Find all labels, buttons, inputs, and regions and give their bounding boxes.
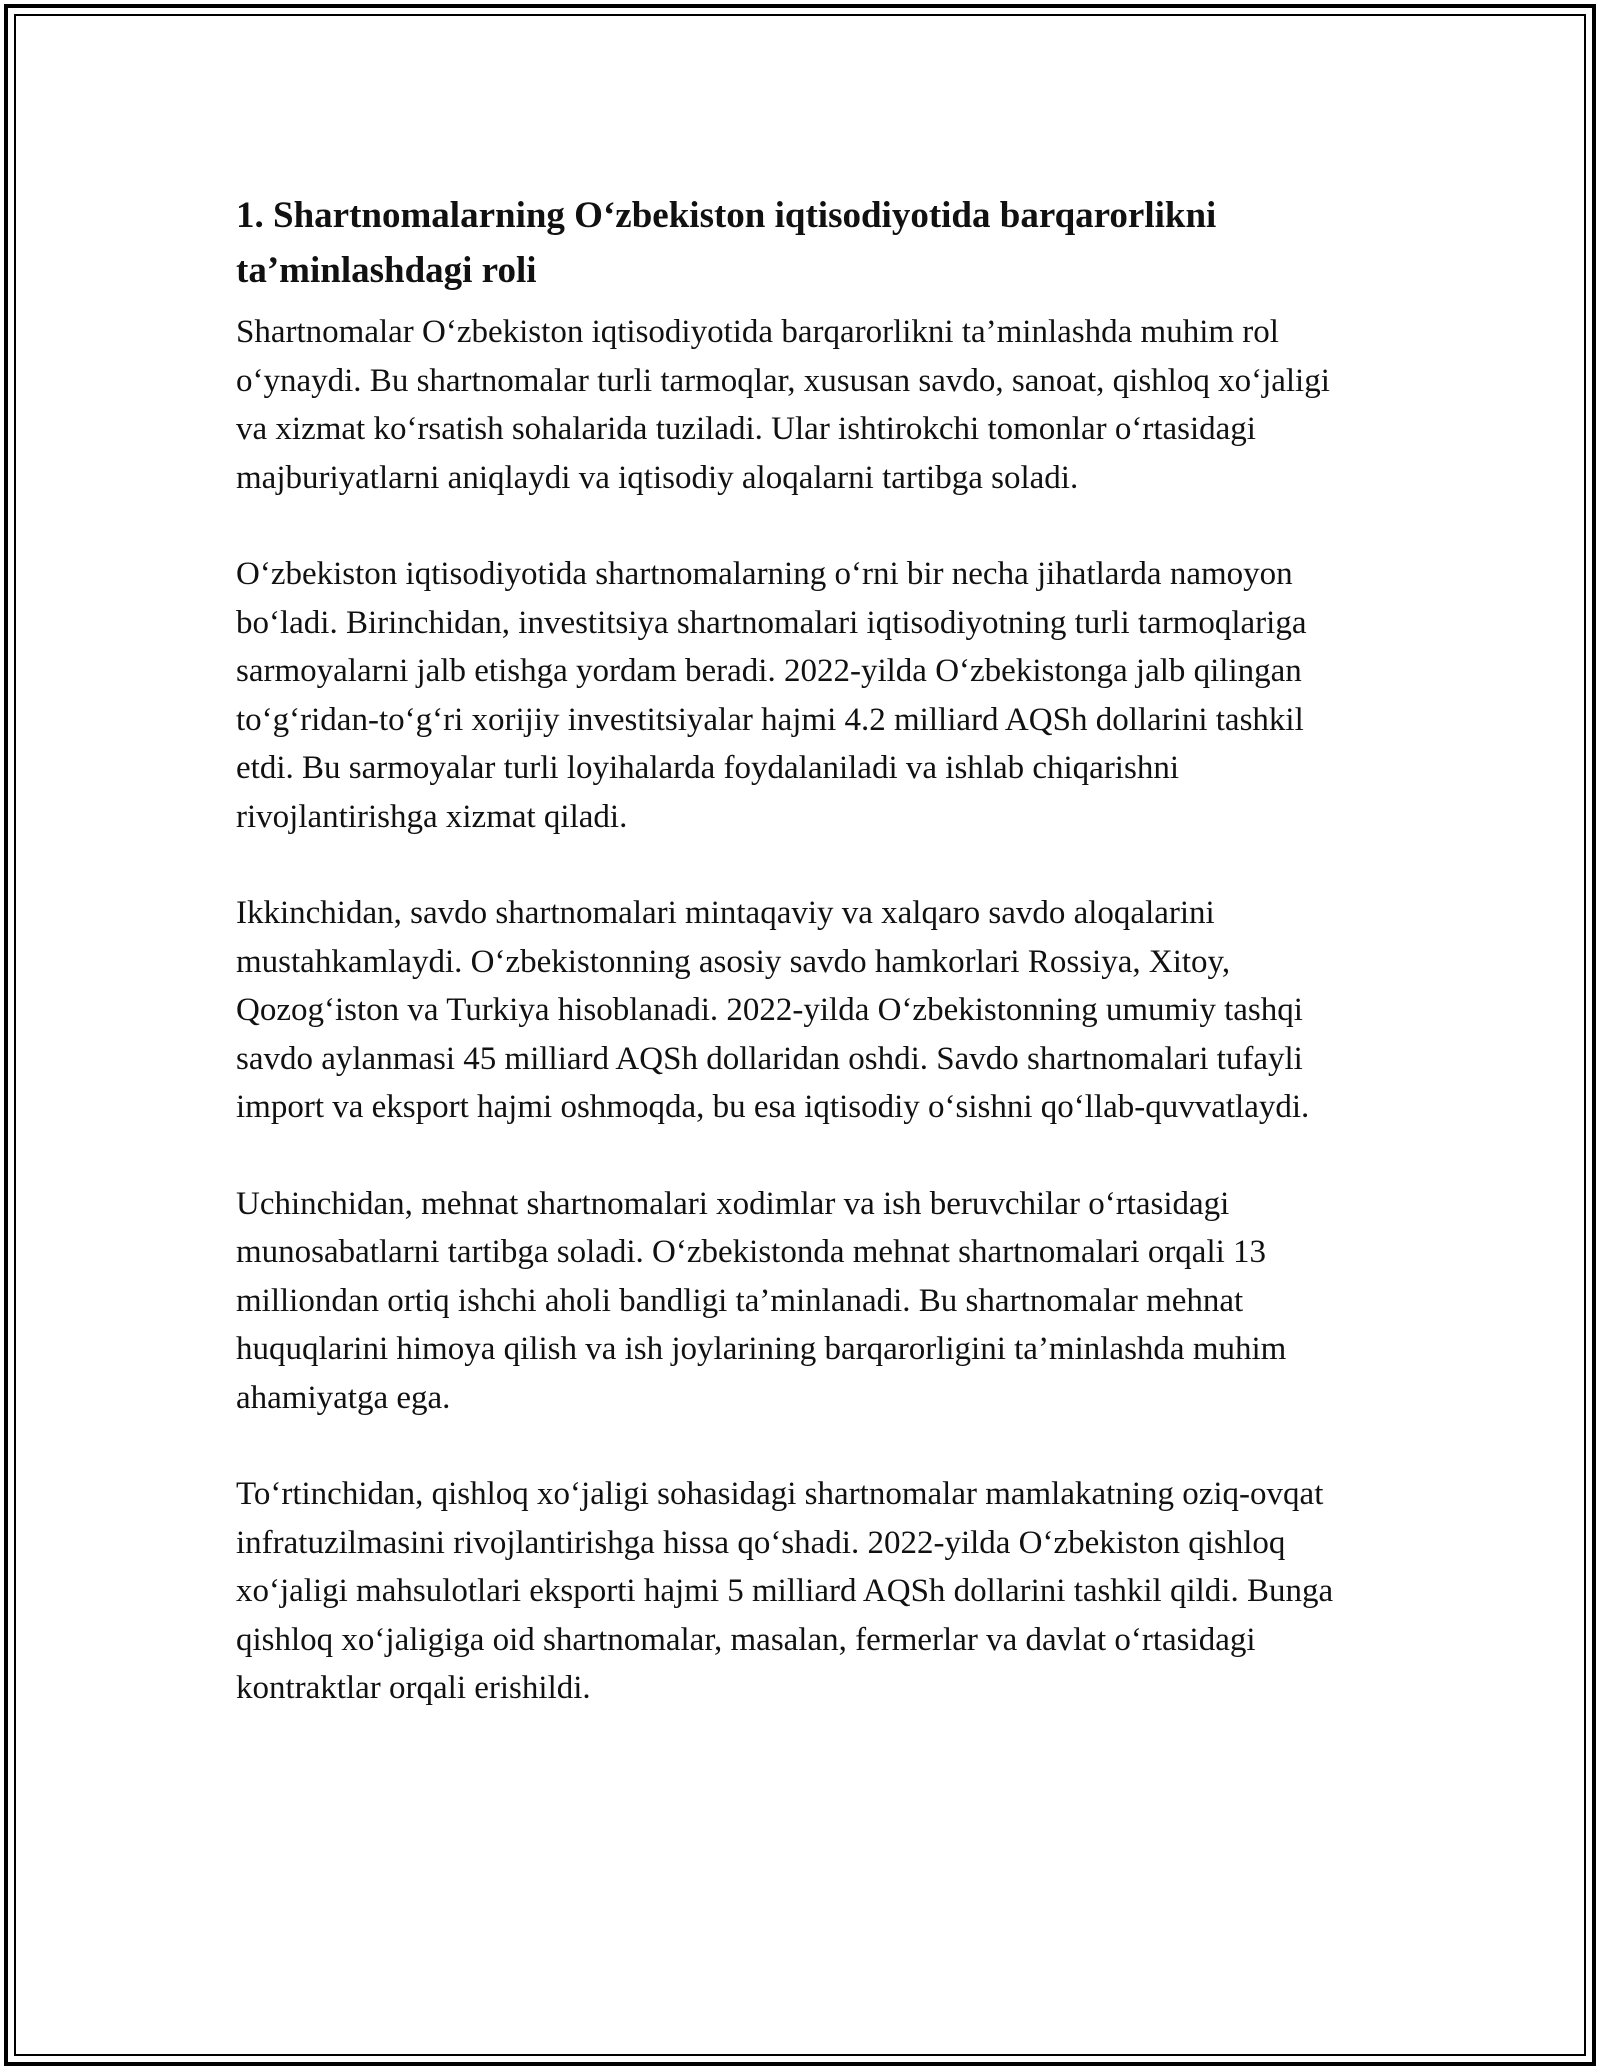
section-heading: 1. Shartnomalarning O‘zbekiston iqtisodiyotida barqarorlikni ta’minlashdagi roli xyxy=(236,195,1217,291)
paragraph-investment: O‘zbekiston iqtisodiyotida shartnomalarning o‘rni bir necha jihatlarda namoyon bo‘ladi. Birinchidan, investitsiya shartnomalari iqtisodiyotning turli tarmoqlariga sarmoyalarni jalb etishga yordam beradi. 2022-yilda O‘zbekistonga jalb qilingan to‘g‘ridan-to‘g‘ri xorijiy investitsiyalar hajmi 4.2 milliard AQSh dollarini tashkil etdi. Bu sarmoyalar turli loyihalarda foydalaniladi va ishlab chiqarishni rivojlantirishga xizmat qiladi. xyxy=(236,556,1307,835)
paragraph-agriculture: To‘rtinchidan, qishloq xo‘jaligi sohasidagi shartnomalar mamlakatning oziq-ovqat infratuzilmasini rivojlantirishga hissa qo‘shadi. 2022-yilda O‘zbekiston qishloq xo‘jaligi mahsulotlari eksporti hajmi 5 milliard AQSh dollarini tashkil qildi. Bunga qishloq xo‘jaligiga oid shartnomalar, masalan, fermerlar va davlat o‘rtasidagi kontraktlar orqali erishildi. xyxy=(236,1476,1334,1706)
document-body xyxy=(236,188,1366,1761)
paragraph-intro: Shartnomalar O‘zbekiston iqtisodiyotida barqarorlikni ta’minlashda muhim rol o‘ynaydi. Bu shartnomalar turli tarmoqlar, xususan savdo, sanoat, qishloq xo‘jaligi va xizmat ko‘rsatish sohalarida tuziladi. Ular ishtirokchi tomonlar o‘rtasidagi majburiyatlarni aniqlaydi va iqtisodiy aloqalarni tartibga soladi. xyxy=(236,314,1330,496)
paragraph-trade: Ikkinchidan, savdo shartnomalari mintaqaviy va xalqaro savdo aloqalarini mustahkamlaydi. O‘zbekistonning asosiy savdo hamkorlari Rossiya, Xitoy, Qozog‘iston va Turkiya hisoblanadi. 2022-yilda O‘zbekistonning umumiy tashqi savdo aylanmasi 45 milliard AQSh dollaridan oshdi. Savdo shartnomalari tufayli import va eksport hajmi oshmoqda, bu esa iqtisodiy o‘sishni qo‘llab-quvvatlaydi. xyxy=(236,895,1310,1125)
paragraph-labor: Uchinchidan, mehnat shartnomalari xodimlar va ish beruvchilar o‘rtasidagi munosabatlarni tartibga soladi. O‘zbekistonda mehnat shartnomalari orqali 13 milliondan ortiq ishchi aholi bandligi ta’minlanadi. Bu shartnomalar mehnat huquqlarini himoya qilish va ish joylarining barqarorligini ta’minlashda muhim ahamiyatga ega. xyxy=(236,1185,1287,1416)
